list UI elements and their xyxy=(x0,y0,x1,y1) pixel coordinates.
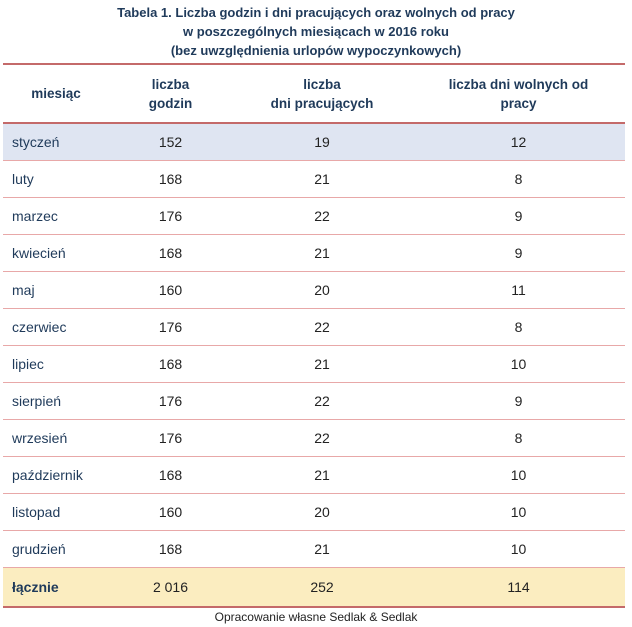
cell-workdays: 22 xyxy=(232,383,412,420)
cell-workdays: 22 xyxy=(232,309,412,346)
cell-freedays: 10 xyxy=(412,531,625,568)
cell-month: czerwiec xyxy=(3,309,109,346)
header-freedays xyxy=(412,64,625,123)
table-total xyxy=(3,568,625,608)
source-note: Opracowanie własne Sedlak & Sedlak xyxy=(214,610,418,624)
cell-hours: 176 xyxy=(109,420,232,457)
table-body xyxy=(3,123,625,568)
table-row xyxy=(3,420,625,457)
table-row xyxy=(3,309,625,346)
caption-line-2: w poszczególnych miesiącach w 2016 roku xyxy=(183,24,449,39)
table-row xyxy=(3,531,625,568)
total-freedays: 114 xyxy=(412,568,625,608)
header-workdays-line-1: liczba xyxy=(303,76,341,92)
cell-workdays: 21 xyxy=(232,235,412,272)
total-label: łącznie xyxy=(3,568,109,608)
cell-freedays: 12 xyxy=(412,123,625,161)
cell-workdays: 21 xyxy=(232,457,412,494)
caption-line-3: (bez uwzględnienia urlopów wypoczynkowych) xyxy=(170,43,462,58)
table-row xyxy=(3,123,625,161)
cell-freedays: 8 xyxy=(412,309,625,346)
cell-month: styczeń xyxy=(3,123,109,161)
cell-workdays: 22 xyxy=(232,420,412,457)
cell-hours: 168 xyxy=(109,161,232,198)
cell-hours: 160 xyxy=(109,494,232,531)
table-row xyxy=(3,235,625,272)
cell-workdays: 19 xyxy=(232,123,412,161)
cell-hours: 160 xyxy=(109,272,232,309)
header-freedays-line-2: pracy xyxy=(500,95,537,111)
cell-freedays: 9 xyxy=(412,383,625,420)
table-row xyxy=(3,198,625,235)
cell-workdays: 20 xyxy=(232,494,412,531)
cell-freedays: 11 xyxy=(412,272,625,309)
cell-freedays: 10 xyxy=(412,494,625,531)
table-header xyxy=(3,64,625,123)
cell-hours: 152 xyxy=(109,123,232,161)
header-workdays xyxy=(232,64,412,123)
header-workdays-line-2: dni pracujących xyxy=(270,95,374,111)
table-row xyxy=(3,383,625,420)
cell-month: luty xyxy=(3,161,109,198)
cell-month: listopad xyxy=(3,494,109,531)
table-caption xyxy=(0,0,632,60)
cell-month: lipiec xyxy=(3,346,109,383)
table-row xyxy=(3,494,625,531)
cell-freedays: 10 xyxy=(412,346,625,383)
cell-freedays: 9 xyxy=(412,235,625,272)
cell-hours: 168 xyxy=(109,235,232,272)
header-freedays-line-1: liczba dni wolnych od xyxy=(448,76,589,92)
table-row xyxy=(3,346,625,383)
cell-workdays: 21 xyxy=(232,531,412,568)
header-month: miesiąc xyxy=(3,64,109,123)
caption-line-1: Tabela 1. Liczba godzin i dni pracujących oraz wolnych od pracy xyxy=(117,5,515,20)
cell-hours: 176 xyxy=(109,198,232,235)
cell-hours: 168 xyxy=(109,346,232,383)
cell-workdays: 21 xyxy=(232,161,412,198)
header-hours xyxy=(109,64,232,123)
cell-workdays: 22 xyxy=(232,198,412,235)
cell-month: sierpień xyxy=(3,383,109,420)
cell-month: kwiecień xyxy=(3,235,109,272)
cell-freedays: 10 xyxy=(412,457,625,494)
table-row xyxy=(3,272,625,309)
cell-month: marzec xyxy=(3,198,109,235)
cell-freedays: 9 xyxy=(412,198,625,235)
work-hours-table xyxy=(3,63,625,608)
cell-month: maj xyxy=(3,272,109,309)
total-hours: 2 016 xyxy=(109,568,232,608)
cell-hours: 168 xyxy=(109,531,232,568)
cell-freedays: 8 xyxy=(412,420,625,457)
table-row xyxy=(3,457,625,494)
cell-hours: 176 xyxy=(109,383,232,420)
header-hours-line-2: godzin xyxy=(148,95,193,111)
header-hours-line-1: liczba xyxy=(151,76,190,92)
cell-month: październik xyxy=(3,457,109,494)
cell-hours: 176 xyxy=(109,309,232,346)
cell-month: wrzesień xyxy=(3,420,109,457)
total-row xyxy=(3,568,625,608)
cell-hours: 168 xyxy=(109,457,232,494)
table-row xyxy=(3,161,625,198)
cell-freedays: 8 xyxy=(412,161,625,198)
cell-month: grudzień xyxy=(3,531,109,568)
total-workdays: 252 xyxy=(232,568,412,608)
cell-workdays: 21 xyxy=(232,346,412,383)
cell-workdays: 20 xyxy=(232,272,412,309)
